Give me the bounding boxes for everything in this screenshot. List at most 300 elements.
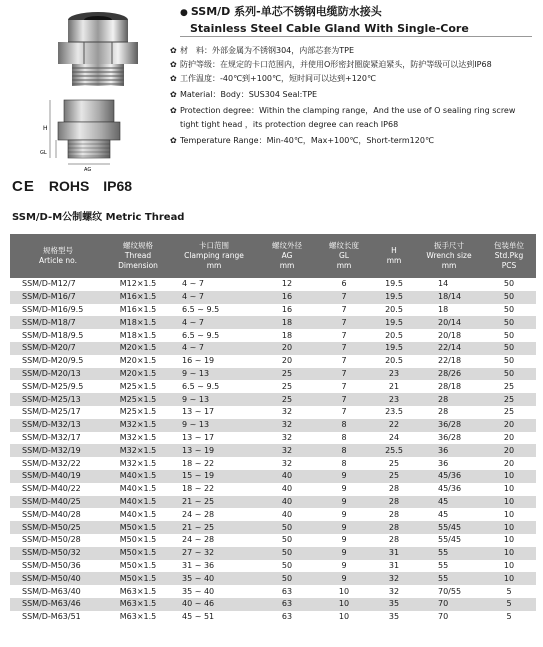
cell-wrench-size: 18 [416, 304, 482, 317]
cell-article-no: SSM/D-M50/25 [10, 521, 106, 534]
cell-h: 23 [372, 368, 416, 381]
table-row [10, 470, 536, 483]
cell-clamping-range: 35 ~ 40 [170, 572, 258, 585]
spec-text: 工作温度：-40℃到+100℃，短时间可以达到+120℃ [180, 74, 376, 83]
spec-list [170, 44, 540, 148]
cell-ag: 12 [258, 278, 316, 291]
cell-std-pkg: 20 [482, 457, 536, 470]
cell-ag: 25 [258, 380, 316, 393]
cell-std-pkg: 50 [482, 342, 536, 355]
cell-ag: 63 [258, 611, 316, 624]
cell-std-pkg: 5 [482, 611, 536, 624]
cell-std-pkg: 50 [482, 316, 536, 329]
cell-ag: 32 [258, 419, 316, 432]
table-row [10, 380, 536, 393]
spec-text: Protection degree：Within the clamping range，And the use of O sealing ring screw tight tight head ，its protection degree can reach IP68 [180, 106, 516, 129]
cell-thread-dimension: M63×1.5 [106, 611, 170, 624]
cell-gl: 8 [316, 419, 372, 432]
cell-clamping-range: 13 ~ 17 [170, 406, 258, 419]
cell-gl: 9 [316, 560, 372, 573]
cell-thread-dimension: M20×1.5 [106, 368, 170, 381]
column-header-line: mm [386, 256, 402, 265]
column-header-line: AG [281, 251, 293, 260]
cell-ag: 16 [258, 291, 316, 304]
cell-clamping-range: 24 ~ 28 [170, 534, 258, 547]
cell-article-no: SSM/D-M32/19 [10, 444, 106, 457]
title-en: Stainless Steel Cable Gland With Single-Core [190, 22, 469, 35]
table-row [10, 585, 536, 598]
cell-wrench-size: 55/45 [416, 534, 482, 547]
table-body [10, 278, 536, 624]
cell-gl: 7 [316, 342, 372, 355]
cell-ag: 32 [258, 432, 316, 445]
cell-ag: 50 [258, 572, 316, 585]
drawing-label-h: H [43, 125, 48, 132]
cell-wrench-size: 55/45 [416, 521, 482, 534]
cell-article-no: SSM/D-M12/7 [10, 278, 106, 291]
cell-thread-dimension: M20×1.5 [106, 342, 170, 355]
cell-thread-dimension: M16×1.5 [106, 304, 170, 317]
cell-std-pkg: 50 [482, 329, 536, 342]
column-header-line: Article no. [38, 256, 78, 265]
cell-wrench-size: 36 [416, 444, 482, 457]
dimension-drawing [40, 96, 144, 172]
cell-h: 23.5 [372, 406, 416, 419]
cell-clamping-range: 15 ~ 19 [170, 470, 258, 483]
spec-table [10, 234, 536, 624]
cell-clamping-range: 16 ~ 19 [170, 355, 258, 368]
drawing-label-ag: AG [84, 167, 92, 172]
cell-wrench-size: 70 [416, 598, 482, 611]
cell-thread-dimension: M12×1.5 [106, 278, 170, 291]
column-header-line: mm [206, 261, 222, 270]
cell-h: 20.5 [372, 304, 416, 317]
cell-wrench-size: 28/18 [416, 380, 482, 393]
cell-wrench-size: 22/14 [416, 342, 482, 355]
product-title [180, 4, 540, 36]
column-header-gl [316, 234, 372, 278]
cell-gl: 7 [316, 380, 372, 393]
cell-wrench-size: 70 [416, 611, 482, 624]
spec-item [170, 72, 540, 86]
column-header-wrench-size [416, 234, 482, 278]
table-row [10, 419, 536, 432]
title-cn: SSM/D 系列-单芯不锈钢电缆防水接头 [190, 5, 382, 18]
table-row [10, 329, 536, 342]
cell-gl: 7 [316, 329, 372, 342]
cell-gl: 9 [316, 521, 372, 534]
cell-article-no: SSM/D-M18/7 [10, 316, 106, 329]
column-header-line: Thread [124, 251, 152, 260]
cell-std-pkg: 5 [482, 585, 536, 598]
cell-h: 35 [372, 598, 416, 611]
cell-std-pkg: 25 [482, 393, 536, 406]
rohs-mark: ROHS [48, 178, 90, 194]
cell-wrench-size: 28 [416, 393, 482, 406]
cell-clamping-range: 21 ~ 25 [170, 521, 258, 534]
cell-article-no: SSM/D-M18/9.5 [10, 329, 106, 342]
cell-article-no: SSM/D-M63/46 [10, 598, 106, 611]
cell-h: 20.5 [372, 355, 416, 368]
table-row [10, 508, 536, 521]
cell-h: 24 [372, 432, 416, 445]
cell-gl: 8 [316, 457, 372, 470]
cell-thread-dimension: M32×1.5 [106, 432, 170, 445]
column-header-line: 卡口范围 [199, 241, 229, 250]
drawing-label-gl: GL [40, 150, 47, 156]
cell-std-pkg: 10 [482, 521, 536, 534]
spec-item [170, 58, 540, 72]
cell-article-no: SSM/D-M50/28 [10, 534, 106, 547]
cell-wrench-size: 45/36 [416, 470, 482, 483]
cell-thread-dimension: M50×1.5 [106, 521, 170, 534]
cell-thread-dimension: M18×1.5 [106, 316, 170, 329]
table-row [10, 432, 536, 445]
table-row [10, 521, 536, 534]
cell-std-pkg: 25 [482, 406, 536, 419]
cell-h: 28 [372, 496, 416, 509]
cell-article-no: SSM/D-M63/40 [10, 585, 106, 598]
cell-clamping-range: 45 ~ 51 [170, 611, 258, 624]
cell-std-pkg: 20 [482, 432, 536, 445]
cell-article-no: SSM/D-M16/9.5 [10, 304, 106, 317]
cell-clamping-range: 9 ~ 13 [170, 393, 258, 406]
cell-article-no: SSM/D-M63/51 [10, 611, 106, 624]
bullet-icon: ● [180, 8, 188, 18]
cell-clamping-range: 13 ~ 17 [170, 432, 258, 445]
spec-item [170, 88, 540, 102]
flower-bullet-icon: ✿ [170, 46, 177, 55]
cell-clamping-range: 24 ~ 28 [170, 508, 258, 521]
cell-wrench-size: 70/55 [416, 585, 482, 598]
cell-ag: 32 [258, 457, 316, 470]
cell-h: 25.5 [372, 444, 416, 457]
cell-std-pkg: 5 [482, 598, 536, 611]
cell-thread-dimension: M20×1.5 [106, 355, 170, 368]
cell-std-pkg: 50 [482, 368, 536, 381]
cell-thread-dimension: M25×1.5 [106, 380, 170, 393]
cell-std-pkg: 10 [482, 470, 536, 483]
cell-std-pkg: 10 [482, 560, 536, 573]
column-header-line: mm [336, 261, 352, 270]
table-row [10, 278, 536, 291]
cell-gl: 7 [316, 368, 372, 381]
cell-clamping-range: 4 ~ 7 [170, 316, 258, 329]
cell-clamping-range: 4 ~ 7 [170, 342, 258, 355]
cell-thread-dimension: M40×1.5 [106, 496, 170, 509]
cell-wrench-size: 45/36 [416, 483, 482, 496]
cell-h: 31 [372, 547, 416, 560]
cell-wrench-size: 45 [416, 496, 482, 509]
column-header-line: 扳手尺寸 [434, 241, 464, 250]
cell-h: 20.5 [372, 329, 416, 342]
column-header-ag [258, 234, 316, 278]
cell-article-no: SSM/D-M32/17 [10, 432, 106, 445]
cell-std-pkg: 25 [482, 380, 536, 393]
cell-article-no: SSM/D-M40/25 [10, 496, 106, 509]
cell-h: 32 [372, 585, 416, 598]
cell-article-no: SSM/D-M32/22 [10, 457, 106, 470]
flower-bullet-icon: ✿ [170, 90, 177, 99]
cell-gl: 9 [316, 534, 372, 547]
table-row [10, 368, 536, 381]
cell-h: 28 [372, 508, 416, 521]
cell-ag: 18 [258, 329, 316, 342]
table-row [10, 572, 536, 585]
cell-gl: 9 [316, 470, 372, 483]
column-header-clamping-range [170, 234, 258, 278]
cell-clamping-range: 4 ~ 7 [170, 278, 258, 291]
cell-gl: 10 [316, 611, 372, 624]
cell-article-no: SSM/D-M20/13 [10, 368, 106, 381]
cell-gl: 7 [316, 304, 372, 317]
cell-wrench-size: 36 [416, 457, 482, 470]
column-header-line: GL [339, 251, 349, 260]
cell-article-no: SSM/D-M16/7 [10, 291, 106, 304]
cell-article-no: SSM/D-M25/9.5 [10, 380, 106, 393]
cell-ag: 16 [258, 304, 316, 317]
cell-gl: 9 [316, 547, 372, 560]
cell-wrench-size: 55 [416, 560, 482, 573]
cell-clamping-range: 4 ~ 7 [170, 291, 258, 304]
column-header-line: 包装单位 [494, 241, 524, 250]
column-header-line: H [391, 246, 397, 255]
cell-std-pkg: 20 [482, 419, 536, 432]
spec-text: Temperature Range：Min-40℃，Max+100℃，Short-term120℃ [180, 136, 434, 145]
cell-h: 19.5 [372, 278, 416, 291]
cell-h: 35 [372, 611, 416, 624]
cell-std-pkg: 50 [482, 355, 536, 368]
column-header-line: 螺纹外径 [272, 241, 302, 250]
ce-mark: CE [12, 178, 35, 195]
cell-ag: 20 [258, 342, 316, 355]
cell-wrench-size: 28 [416, 406, 482, 419]
cell-clamping-range: 21 ~ 25 [170, 496, 258, 509]
flower-bullet-icon: ✿ [170, 74, 177, 83]
spec-item [170, 134, 540, 148]
cell-ag: 25 [258, 393, 316, 406]
title-divider [180, 36, 532, 37]
cell-wrench-size: 28/26 [416, 368, 482, 381]
cell-gl: 7 [316, 406, 372, 419]
cell-clamping-range: 13 ~ 19 [170, 444, 258, 457]
cell-gl: 9 [316, 496, 372, 509]
cell-h: 28 [372, 534, 416, 547]
cell-h: 25 [372, 470, 416, 483]
cell-article-no: SSM/D-M50/40 [10, 572, 106, 585]
cell-gl: 10 [316, 585, 372, 598]
cell-h: 28 [372, 483, 416, 496]
table-row [10, 355, 536, 368]
cell-clamping-range: 9 ~ 13 [170, 368, 258, 381]
cell-thread-dimension: M40×1.5 [106, 508, 170, 521]
cell-std-pkg: 20 [482, 444, 536, 457]
column-header-line: Dimension [118, 261, 158, 270]
table-row [10, 444, 536, 457]
cell-thread-dimension: M32×1.5 [106, 457, 170, 470]
cell-ag: 40 [258, 496, 316, 509]
column-header-line: Wrench size [426, 251, 472, 260]
cell-h: 23 [372, 393, 416, 406]
flower-bullet-icon: ✿ [170, 106, 177, 115]
cell-wrench-size: 55 [416, 572, 482, 585]
cell-std-pkg: 10 [482, 496, 536, 509]
cell-ag: 40 [258, 483, 316, 496]
cell-article-no: SSM/D-M40/28 [10, 508, 106, 521]
cell-gl: 7 [316, 291, 372, 304]
table-header-row [10, 234, 536, 278]
cell-h: 19.5 [372, 342, 416, 355]
cell-h: 19.5 [372, 316, 416, 329]
cell-h: 31 [372, 560, 416, 573]
column-header-h [372, 234, 416, 278]
table-row [10, 598, 536, 611]
table-row [10, 393, 536, 406]
cell-ag: 32 [258, 406, 316, 419]
cell-thread-dimension: M32×1.5 [106, 419, 170, 432]
cell-thread-dimension: M50×1.5 [106, 560, 170, 573]
table-row [10, 483, 536, 496]
cell-std-pkg: 50 [482, 304, 536, 317]
cell-std-pkg: 10 [482, 572, 536, 585]
cell-gl: 8 [316, 444, 372, 457]
cell-h: 28 [372, 521, 416, 534]
spec-item [170, 44, 540, 58]
cell-article-no: SSM/D-M50/36 [10, 560, 106, 573]
table-row [10, 291, 536, 304]
cell-ag: 50 [258, 547, 316, 560]
column-header-line: Clamping range [184, 251, 244, 260]
cell-wrench-size: 14 [416, 278, 482, 291]
table-row [10, 316, 536, 329]
cell-gl: 9 [316, 572, 372, 585]
cell-thread-dimension: M63×1.5 [106, 585, 170, 598]
certification-marks [12, 178, 132, 195]
cell-thread-dimension: M40×1.5 [106, 483, 170, 496]
section-title: SSM/D-M公制螺纹 Metric Thread [12, 212, 185, 223]
column-header-thread-dimension [106, 234, 170, 278]
cell-thread-dimension: M16×1.5 [106, 291, 170, 304]
cell-thread-dimension: M50×1.5 [106, 547, 170, 560]
cell-thread-dimension: M25×1.5 [106, 406, 170, 419]
column-header-line: PCS [501, 261, 517, 270]
cell-clamping-range: 6.5 ~ 9.5 [170, 304, 258, 317]
cell-h: 22 [372, 419, 416, 432]
table-row [10, 304, 536, 317]
cell-article-no: SSM/D-M25/13 [10, 393, 106, 406]
cell-clamping-range: 27 ~ 32 [170, 547, 258, 560]
cell-std-pkg: 10 [482, 483, 536, 496]
column-header-line: 螺纹长度 [329, 241, 359, 250]
cell-thread-dimension: M50×1.5 [106, 534, 170, 547]
cell-article-no: SSM/D-M20/9.5 [10, 355, 106, 368]
cell-gl: 6 [316, 278, 372, 291]
cell-clamping-range: 40 ~ 46 [170, 598, 258, 611]
cell-ag: 20 [258, 355, 316, 368]
column-header-line: 规格型号 [43, 246, 73, 255]
cell-thread-dimension: M32×1.5 [106, 444, 170, 457]
cell-gl: 10 [316, 598, 372, 611]
column-header-std-pkg [482, 234, 536, 278]
cell-thread-dimension: M18×1.5 [106, 329, 170, 342]
cell-wrench-size: 45 [416, 508, 482, 521]
table-row [10, 534, 536, 547]
cell-ag: 40 [258, 508, 316, 521]
cell-article-no: SSM/D-M50/32 [10, 547, 106, 560]
cell-h: 21 [372, 380, 416, 393]
column-header-line: mm [441, 261, 457, 270]
table-row [10, 496, 536, 509]
cell-clamping-range: 18 ~ 22 [170, 457, 258, 470]
cell-h: 25 [372, 457, 416, 470]
cell-clamping-range: 18 ~ 22 [170, 483, 258, 496]
cell-std-pkg: 10 [482, 534, 536, 547]
cell-wrench-size: 22/18 [416, 355, 482, 368]
column-header-line: Std.Pkg [494, 251, 524, 260]
spec-text: 防护等级：在规定的卡口范围内，并使用O形密封圈旋紧迫紧头，防护等级可以达到IP68 [180, 60, 492, 69]
cell-article-no: SSM/D-M40/22 [10, 483, 106, 496]
cell-h: 32 [372, 572, 416, 585]
cable-gland-photo [36, 8, 154, 90]
cell-ag: 40 [258, 470, 316, 483]
cell-gl: 7 [316, 316, 372, 329]
table-row [10, 547, 536, 560]
cell-std-pkg: 50 [482, 278, 536, 291]
cell-article-no: SSM/D-M32/13 [10, 419, 106, 432]
table-row [10, 560, 536, 573]
cell-ag: 50 [258, 560, 316, 573]
cell-wrench-size: 55 [416, 547, 482, 560]
cell-std-pkg: 10 [482, 547, 536, 560]
ip68-mark: IP68 [103, 178, 133, 194]
cell-thread-dimension: M50×1.5 [106, 572, 170, 585]
cell-gl: 7 [316, 393, 372, 406]
cell-ag: 50 [258, 534, 316, 547]
cell-ag: 18 [258, 316, 316, 329]
table-row [10, 457, 536, 470]
cell-ag: 25 [258, 368, 316, 381]
cell-thread-dimension: M25×1.5 [106, 393, 170, 406]
flower-bullet-icon: ✿ [170, 60, 177, 69]
cell-ag: 63 [258, 598, 316, 611]
cell-clamping-range: 35 ~ 40 [170, 585, 258, 598]
table-row [10, 342, 536, 355]
flower-bullet-icon: ✿ [170, 136, 177, 145]
column-header-line: 螺纹规格 [123, 241, 153, 250]
column-header-article-no [10, 234, 106, 278]
cell-article-no: SSM/D-M25/17 [10, 406, 106, 419]
cell-gl: 9 [316, 483, 372, 496]
cell-std-pkg: 50 [482, 291, 536, 304]
cell-ag: 63 [258, 585, 316, 598]
column-header-line: mm [279, 261, 295, 270]
cell-clamping-range: 9 ~ 13 [170, 419, 258, 432]
spec-item [170, 104, 540, 132]
cell-std-pkg: 10 [482, 508, 536, 521]
cell-gl: 8 [316, 432, 372, 445]
cell-ag: 50 [258, 521, 316, 534]
cell-clamping-range: 6.5 ~ 9.5 [170, 380, 258, 393]
cell-article-no: SSM/D-M40/19 [10, 470, 106, 483]
cell-ag: 32 [258, 444, 316, 457]
cell-clamping-range: 6.5 ~ 9.5 [170, 329, 258, 342]
cell-article-no: SSM/D-M20/7 [10, 342, 106, 355]
cell-wrench-size: 36/28 [416, 419, 482, 432]
cell-wrench-size: 20/14 [416, 316, 482, 329]
table-row [10, 406, 536, 419]
cell-gl: 9 [316, 508, 372, 521]
cell-wrench-size: 36/28 [416, 432, 482, 445]
